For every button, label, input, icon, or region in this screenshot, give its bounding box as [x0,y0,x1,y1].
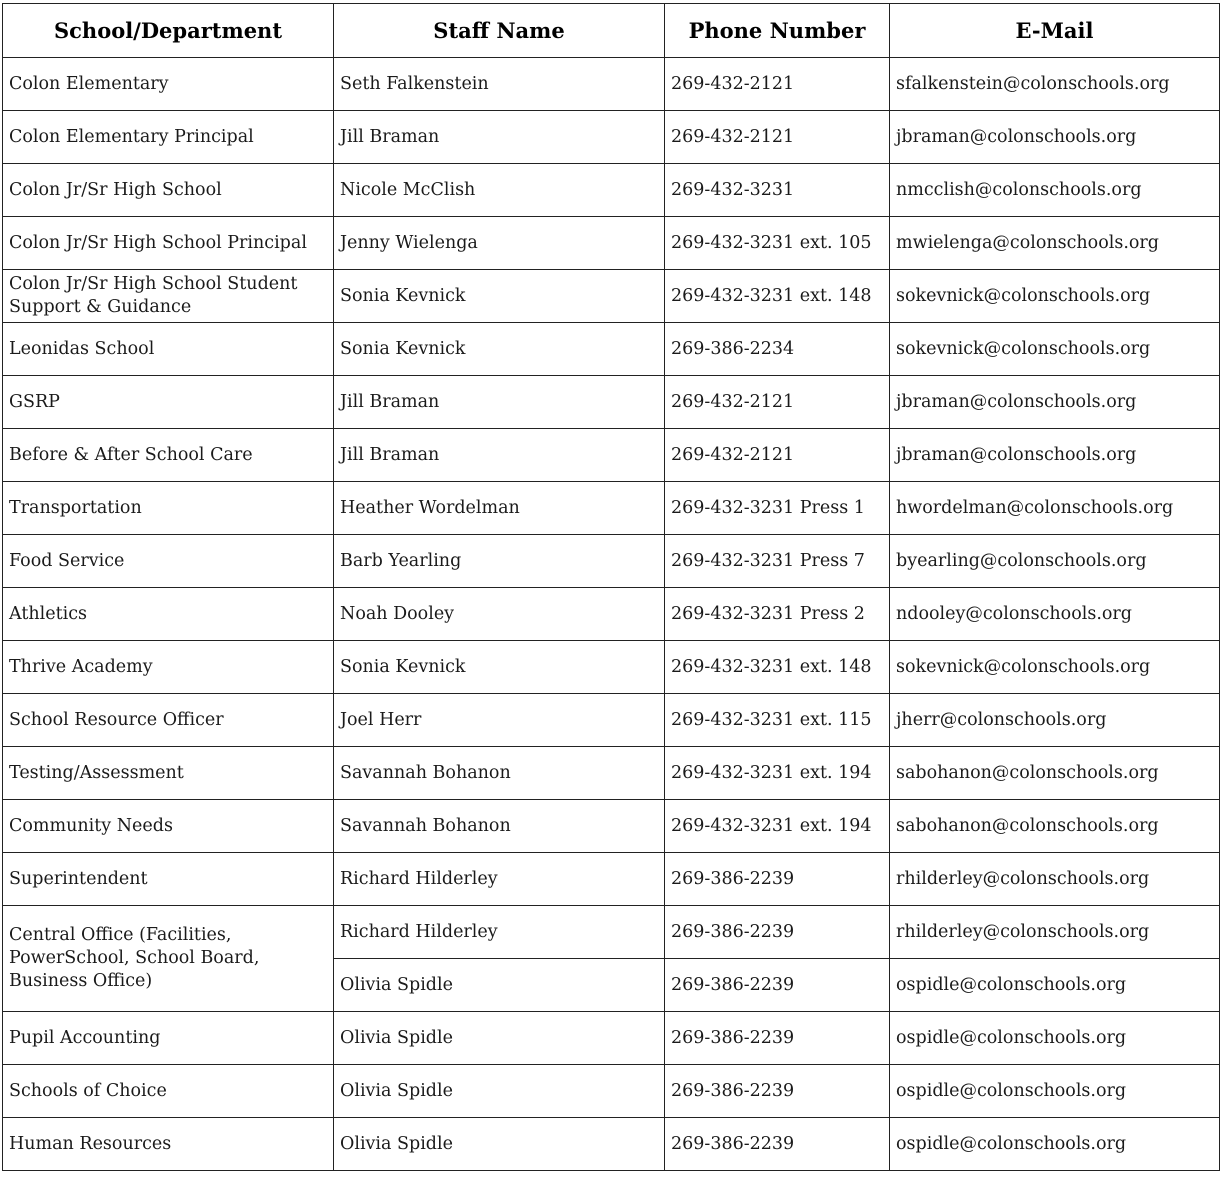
phone-cell: 269-432-3231 ext. 194 [665,747,890,800]
email-link[interactable]: jbraman@colonschools.org [890,111,1220,164]
department-cell: School Resource Officer [3,694,334,747]
phone-cell: 269-386-2239 [665,1012,890,1065]
table-row [3,58,1220,111]
department-cell: Colon Jr/Sr High School [3,164,334,217]
department-cell: Colon Jr/Sr High School Student Support & Guidance [3,270,334,323]
table-header-row [3,4,1220,58]
department-cell: Colon Elementary Principal [3,111,334,164]
department-cell: Schools of Choice [3,1065,334,1118]
department-cell: Colon Elementary [3,58,334,111]
staff-name-cell: Savannah Bohanon [334,800,665,853]
department-cell: Athletics [3,588,334,641]
email-link[interactable]: jherr@colonschools.org [890,694,1220,747]
table-row [3,747,1220,800]
staff-name-cell: Joel Herr [334,694,665,747]
header-email: E-Mail [890,4,1220,58]
department-cell: Transportation [3,482,334,535]
table-row [3,164,1220,217]
phone-cell: 269-432-3231 Press 1 [665,482,890,535]
staff-name-cell: Olivia Spidle [334,1012,665,1065]
email-link[interactable]: hwordelman@colonschools.org [890,482,1220,535]
phone-cell: 269-432-3231 [665,164,890,217]
staff-name-cell: Nicole McClish [334,164,665,217]
table-row [3,270,1220,323]
table-row [3,1012,1220,1065]
phone-cell: 269-432-2121 [665,376,890,429]
email-link[interactable]: sokevnick@colonschools.org [890,641,1220,694]
department-cell: GSRP [3,376,334,429]
phone-cell: 269-386-2239 [665,1065,890,1118]
email-link[interactable]: jbraman@colonschools.org [890,376,1220,429]
staff-name-cell: Olivia Spidle [334,959,665,1012]
phone-cell: 269-432-2121 [665,429,890,482]
table-row [3,694,1220,747]
email-link[interactable]: ospidle@colonschools.org [890,1118,1220,1171]
staff-name-cell: Jill Braman [334,429,665,482]
email-link[interactable]: sabohanon@colonschools.org [890,800,1220,853]
department-cell: Before & After School Care [3,429,334,482]
table-row [3,482,1220,535]
department-cell: Community Needs [3,800,334,853]
phone-cell: 269-432-3231 ext. 148 [665,641,890,694]
department-cell: Leonidas School [3,323,334,376]
phone-cell: 269-432-3231 ext. 148 [665,270,890,323]
email-link[interactable]: sfalkenstein@colonschools.org [890,58,1220,111]
table-row [3,906,1220,959]
table-row [3,588,1220,641]
staff-name-cell: Seth Falkenstein [334,58,665,111]
staff-name-cell: Richard Hilderley [334,853,665,906]
email-link[interactable]: rhilderley@colonschools.org [890,853,1220,906]
staff-name-cell: Barb Yearling [334,535,665,588]
table-row [3,323,1220,376]
phone-cell: 269-386-2239 [665,906,890,959]
phone-cell: 269-386-2239 [665,853,890,906]
header-department: School/Department [3,4,334,58]
email-link[interactable]: sabohanon@colonschools.org [890,747,1220,800]
staff-directory-table [2,3,1220,1171]
department-cell: Thrive Academy [3,641,334,694]
department-cell: Superintendent [3,853,334,906]
staff-name-cell: Heather Wordelman [334,482,665,535]
staff-name-cell: Richard Hilderley [334,906,665,959]
email-link[interactable]: byearling@colonschools.org [890,535,1220,588]
staff-name-cell: Jill Braman [334,376,665,429]
table-row [3,641,1220,694]
phone-cell: 269-432-3231 ext. 105 [665,217,890,270]
staff-name-cell: Sonia Kevnick [334,270,665,323]
phone-cell: 269-432-3231 ext. 194 [665,800,890,853]
email-link[interactable]: jbraman@colonschools.org [890,429,1220,482]
table-row [3,376,1220,429]
phone-cell: 269-432-3231 ext. 115 [665,694,890,747]
staff-name-cell: Olivia Spidle [334,1118,665,1171]
department-cell: Human Resources [3,1118,334,1171]
phone-cell: 269-386-2239 [665,1118,890,1171]
department-cell: Colon Jr/Sr High School Principal [3,217,334,270]
email-link[interactable]: nmcclish@colonschools.org [890,164,1220,217]
email-link[interactable]: sokevnick@colonschools.org [890,270,1220,323]
table-row [3,111,1220,164]
staff-name-cell: Jenny Wielenga [334,217,665,270]
table-row [3,800,1220,853]
email-link[interactable]: ospidle@colonschools.org [890,959,1220,1012]
email-link[interactable]: ospidle@colonschools.org [890,1065,1220,1118]
phone-cell: 269-432-3231 Press 7 [665,535,890,588]
staff-name-cell: Jill Braman [334,111,665,164]
table-row [3,429,1220,482]
staff-name-cell: Savannah Bohanon [334,747,665,800]
table-row [3,217,1220,270]
email-link[interactable]: ospidle@colonschools.org [890,1012,1220,1065]
header-staff-name: Staff Name [334,4,665,58]
department-cell: Testing/Assessment [3,747,334,800]
department-cell: Pupil Accounting [3,1012,334,1065]
phone-cell: 269-432-2121 [665,111,890,164]
email-link[interactable]: ndooley@colonschools.org [890,588,1220,641]
phone-cell: 269-386-2234 [665,323,890,376]
email-link[interactable]: sokevnick@colonschools.org [890,323,1220,376]
table-row [3,1065,1220,1118]
header-phone-number: Phone Number [665,4,890,58]
table-row [3,853,1220,906]
phone-cell: 269-386-2239 [665,959,890,1012]
phone-cell: 269-432-2121 [665,58,890,111]
staff-name-cell: Noah Dooley [334,588,665,641]
phone-cell: 269-432-3231 Press 2 [665,588,890,641]
email-link[interactable]: mwielenga@colonschools.org [890,217,1220,270]
staff-name-cell: Sonia Kevnick [334,323,665,376]
table-row [3,535,1220,588]
department-cell: Food Service [3,535,334,588]
department-cell: Central Office (Facilities, PowerSchool, School Board, Business Office) [3,906,334,1012]
staff-name-cell: Olivia Spidle [334,1065,665,1118]
email-link[interactable]: rhilderley@colonschools.org [890,906,1220,959]
table-row [3,1118,1220,1171]
staff-name-cell: Sonia Kevnick [334,641,665,694]
